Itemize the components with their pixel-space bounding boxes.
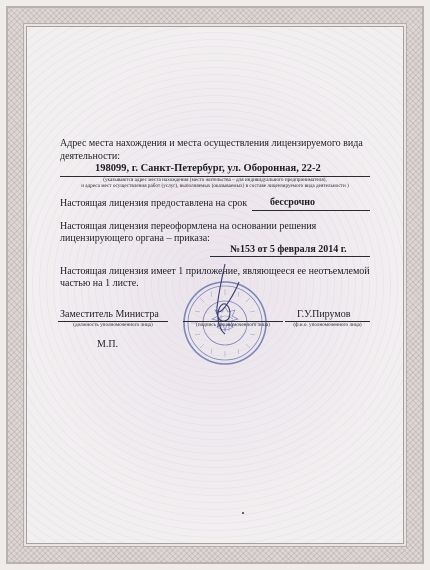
term-value: бессрочно bbox=[270, 197, 316, 208]
ink-dot bbox=[242, 512, 244, 514]
signer-position: Заместитель Министра bbox=[60, 309, 159, 320]
address-label-line1: Адрес места нахождения и места осуществления лицензируемого вида bbox=[60, 138, 363, 149]
signature-note: (подпись уполномоченного лица) bbox=[196, 322, 270, 328]
order-underline bbox=[210, 256, 370, 257]
stamp-place: М.П. bbox=[97, 339, 119, 350]
appendix-line1: Настоящая лицензия имеет 1 приложение, являющееся ее неотъемлемой bbox=[60, 266, 370, 277]
term-underline bbox=[252, 210, 370, 211]
address-note-line2: и адреса мест осуществления работ (услуг), выполняемых (оказываемых) в составе лицензируемого вида деятельности ) bbox=[81, 183, 349, 189]
signer-position-note: (должность уполномоченного лица) bbox=[73, 322, 153, 328]
order-value: №153 от 5 февраля 2014 г. bbox=[230, 244, 347, 255]
signer-name: Г.У.Пирумов bbox=[297, 309, 351, 320]
address-label-line2: деятельности: bbox=[60, 151, 121, 162]
address-value: 198099, г. Санкт-Петербург, ул. Оборонная, 22-2 bbox=[95, 163, 321, 174]
signature-icon bbox=[195, 262, 255, 342]
appendix-line2: частью на 1 листе. bbox=[60, 278, 139, 289]
term-label: Настоящая лицензия предоставлена на срок bbox=[60, 198, 248, 209]
reissue-line1: Настоящая лицензия переоформлена на основании решения bbox=[60, 221, 317, 232]
signer-name-note: (ф.и.о. уполномоченного лица) bbox=[293, 322, 362, 328]
address-note-line1: (указываются адрес места нахождения (место жительства – для индивидуального предпринимателя), bbox=[103, 177, 327, 183]
reissue-line2: лицензирующего органа – приказа: bbox=[60, 233, 210, 244]
